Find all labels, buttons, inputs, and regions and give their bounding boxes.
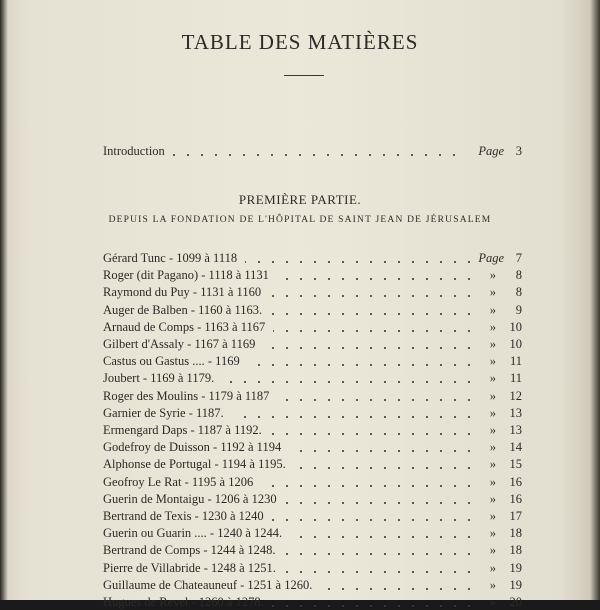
part-subtitle: DEPUIS LA FONDATION DE L'HÔPITAL DE SAINT JEAN DE JÉRUSALEM: [108, 215, 492, 225]
ditto-mark: »: [489, 319, 496, 334]
page-paper: [8, 0, 592, 609]
page-number: 3: [515, 144, 522, 158]
page-number: 19: [509, 577, 522, 592]
toc-entry-label: Gérard Tunc - 1099 à 1118: [103, 251, 238, 265]
dot-leader: [173, 154, 461, 156]
ditto-mark: »: [489, 423, 496, 437]
page-number: 11: [509, 371, 522, 386]
toc-entry: [103, 405, 522, 421]
ditto-mark: »: [489, 285, 496, 300]
toc-entry: [103, 388, 522, 404]
toc-entry: [103, 560, 522, 576]
dot-leader: [284, 571, 476, 573]
toc-entry-label: Castus ou Gastus .... - 1169: [103, 354, 240, 369]
ditto-mark: »: [489, 509, 496, 523]
page-number: 20: [509, 595, 522, 609]
toc-entry: [103, 319, 522, 335]
page-number: 14: [509, 440, 522, 455]
toc-entry-label: Guerin ou Guarin .... - 1240 à 1244.: [103, 526, 283, 541]
page-number: 16: [509, 491, 522, 506]
toc-entry: [103, 525, 522, 541]
ditto-mark: »: [489, 440, 496, 455]
toc-entry: [103, 302, 522, 318]
toc-entry: [103, 336, 522, 352]
toc-entry: [103, 456, 522, 472]
toc-entry-label: Gilbert d'Assaly - 1167 à 1169: [103, 337, 256, 351]
page-number: 19: [509, 560, 522, 575]
toc-entry-label: Pierre de Villabride - 1248 à 1251.: [103, 560, 276, 575]
page-number: 16: [509, 474, 522, 489]
dot-leader: [285, 502, 476, 504]
toc-entry-label: Introduction: [103, 144, 165, 158]
dot-leader: [277, 278, 476, 280]
dot-leader: [294, 467, 476, 469]
toc-entry-label: Guerin de Montaigu - 1206 à 1230: [103, 491, 277, 506]
toc-entry-introduction: [103, 143, 522, 159]
page-number: 11: [509, 354, 522, 369]
page-number: 10: [509, 319, 522, 334]
toc-entry-label: Joubert - 1169 à 1179.: [103, 371, 215, 386]
toc-entry-label: Raymond du Puy - 1131 à 1160: [103, 285, 262, 300]
toc-entry-label: Alphonse de Portugal - 1194 à 1195.: [103, 457, 286, 472]
ditto-mark: »: [489, 405, 496, 420]
toc-entry-label: Auger de Balben - 1160 à 1163.: [103, 302, 263, 317]
toc-entry: [103, 422, 522, 438]
dot-leader: [269, 295, 476, 297]
dot-leader: [273, 330, 476, 332]
toc-entry: [103, 250, 522, 266]
toc-entry-label: Geofroy Le Rat - 1195 à 1206: [103, 474, 254, 489]
dot-leader: [284, 553, 476, 555]
page-number: 17: [509, 509, 522, 523]
page-number: 18: [509, 526, 522, 541]
ditto-mark: »: [489, 543, 496, 558]
page-number: 18: [509, 543, 522, 558]
ditto-mark: »: [489, 474, 496, 489]
toc-entry-label: Garnier de Syrie - 1187.: [103, 405, 224, 420]
ditto-mark: »: [489, 491, 496, 506]
ditto-mark: »: [489, 388, 496, 403]
dot-leader: [320, 588, 476, 590]
toc-entry: [103, 577, 522, 593]
toc-entry: [103, 267, 522, 283]
ditto-mark: »: [489, 595, 496, 609]
toc-entry-label: Guillaume de Chateauneuf - 1251 à 1260.: [103, 577, 313, 592]
toc-entry-label: Arnaud de Comps - 1163 à 1167: [103, 319, 266, 334]
toc-entry-label: Godefroy de Duisson - 1192 à 1194: [103, 440, 282, 455]
toc-entry-label: Bertrand de Comps - 1244 à 1248.: [103, 543, 276, 558]
page-word: Page: [478, 144, 504, 158]
page-title: TABLE DES MATIÈRES: [181, 30, 419, 54]
toc-entry: [103, 491, 522, 507]
dot-leader: [261, 485, 476, 487]
title-divider: [284, 75, 324, 76]
part-title: PREMIÈRE PARTIE.: [238, 192, 362, 207]
page-number: 7: [515, 251, 522, 265]
page-number: 9: [515, 302, 522, 317]
dot-leader: [222, 381, 476, 383]
dot-leader: [232, 416, 476, 418]
dot-leader: [272, 605, 476, 607]
dot-leader: [270, 313, 476, 315]
dot-leader: [277, 399, 476, 401]
page-number: 10: [509, 337, 522, 351]
dot-leader: [245, 261, 476, 263]
dot-leader: [263, 347, 476, 349]
toc-entry: [103, 594, 522, 610]
ditto-mark: »: [489, 354, 496, 369]
toc-entry-label: Bertrand de Texis - 1230 à 1240: [103, 509, 264, 523]
page-number: 8: [515, 268, 522, 283]
ditto-mark: »: [489, 526, 496, 541]
dot-leader: [289, 450, 476, 452]
ditto-mark: »: [489, 337, 496, 351]
ditto-mark: »: [489, 457, 496, 472]
toc-entry-label: Hugues de Revel - 1260 à 1278.: [103, 595, 264, 609]
page-number: 8: [515, 285, 522, 300]
toc-entry-label: Roger des Moulins - 1179 à 1187: [103, 388, 270, 403]
page-number: 15: [509, 457, 522, 472]
toc-entry: [103, 508, 522, 524]
ditto-mark: »: [489, 268, 496, 283]
dot-leader: [290, 536, 476, 538]
page-number: 12: [509, 388, 522, 403]
dot-leader: [248, 364, 476, 366]
toc-entry: [103, 284, 522, 300]
ditto-mark: »: [489, 560, 496, 575]
toc-entry: [103, 439, 522, 455]
page-number: 13: [509, 405, 522, 420]
toc-entry: [103, 542, 522, 558]
ditto-mark: »: [489, 302, 496, 317]
page-number: 13: [509, 423, 522, 437]
ditto-mark: »: [489, 577, 496, 592]
page-word: Page: [478, 251, 504, 265]
toc-entry: [103, 370, 522, 386]
toc-entry: [103, 353, 522, 369]
dot-leader: [270, 433, 476, 435]
toc-entry-label: Roger (dit Pagano) - 1118 à 1131: [103, 268, 269, 283]
ditto-mark: »: [489, 371, 496, 386]
dot-leader: [272, 519, 476, 521]
toc-entry: [103, 474, 522, 490]
toc-entry-label: Ermengard Daps - 1187 à 1192.: [103, 423, 262, 437]
